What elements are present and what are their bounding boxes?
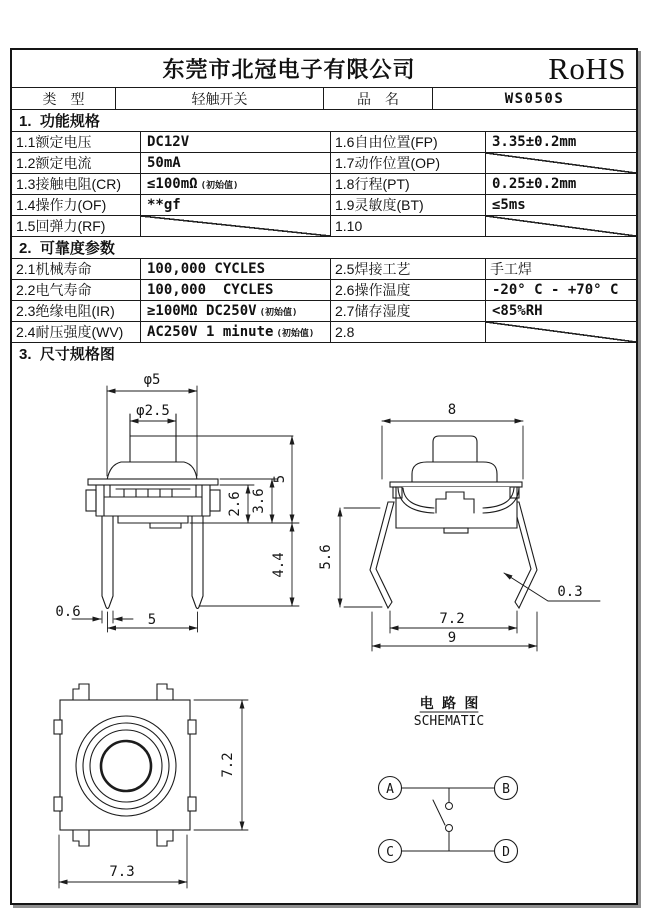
spec-row-1-5: [12, 215, 636, 236]
spec-value: 100,000 CYCLES: [140, 259, 330, 279]
rohs-badge: RoHS: [548, 50, 626, 86]
section2-title: 2. 可靠度参数: [19, 240, 115, 257]
terminal-a-label: A: [386, 782, 394, 797]
dim-top-width: 7.3: [109, 864, 135, 880]
spec-value: ≤5ms: [485, 195, 636, 215]
spec-label: 1.2额定电流: [16, 155, 92, 171]
spec-label: 2.3绝缘电阻(IR): [16, 303, 115, 319]
type-value: 轻触开关: [115, 88, 323, 109]
spec-label: 1.6自由位置(FP): [330, 132, 485, 152]
dim-front-pin-length: 4.4: [271, 552, 287, 578]
dim-front-inner-diameter: φ2.5: [136, 403, 170, 419]
spec-label: 2.4耐压强度(WV): [16, 324, 124, 340]
spec-label: 1.8行程(PT): [330, 174, 485, 194]
spec-label: 1.4操作力(OF): [16, 197, 107, 213]
spec-value: 0.25±0.2mm: [485, 174, 636, 194]
spec-row-2-4: [12, 321, 636, 342]
spec-value: **gf: [140, 195, 330, 215]
terminal-b-label: B: [502, 782, 510, 797]
spec-label: 2.8: [330, 322, 485, 342]
spec-value: <85%RH: [485, 301, 636, 321]
spec-label: 1.7动作位置(OP): [330, 153, 485, 173]
dim-side-pin-pitch: 7.2: [439, 611, 465, 627]
type-row: [12, 87, 636, 109]
spec-row-2-3: [12, 300, 636, 321]
section1-title-row: [12, 109, 636, 131]
spec-label: 1.3接触电阻(CR): [16, 176, 122, 192]
spec-value: -20° C - +70° C: [485, 280, 636, 300]
spec-label: 2.7储存湿度: [330, 301, 485, 321]
dim-front-mid-height: 3.6: [251, 488, 267, 514]
dim-front-outer-diameter: φ5: [143, 372, 161, 388]
spec-value-empty: [485, 216, 636, 236]
side-view-drawing: [318, 402, 600, 651]
schematic-title-cn: 电 路 图: [419, 696, 479, 712]
section2-title-row: [12, 236, 636, 258]
product-label: 品 名: [323, 88, 432, 109]
spec-value-note: (初始值): [276, 328, 315, 339]
spec-label: 1.1额定电压: [16, 134, 92, 150]
product-value: WS050S: [432, 88, 636, 109]
spec-value: 3.35±0.2mm: [485, 132, 636, 152]
schematic-drawing: [379, 695, 518, 863]
spec-label: 1.5回弹力(RF): [16, 218, 106, 234]
spec-value-empty: [140, 216, 330, 236]
dim-front-pin-pitch: 5: [147, 612, 157, 628]
dim-side-outer-span: 9: [447, 630, 457, 646]
company-name: 东莞市北冠电子有限公司: [162, 57, 416, 82]
schematic-title-en: SCHEMATIC: [413, 714, 485, 729]
terminal-d-label: D: [502, 845, 510, 860]
spec-row-2-2: [12, 279, 636, 300]
spec-value-main: ≤100mΩ: [147, 176, 198, 192]
title-row: [12, 50, 636, 87]
dim-side-pin-thickness: 0.3: [557, 584, 583, 600]
spec-row-1-1: [12, 131, 636, 152]
top-view-drawing: [54, 684, 248, 888]
spec-row-2-1: [12, 258, 636, 279]
terminal-c-label: C: [386, 845, 394, 860]
section3-title-row: [12, 342, 636, 363]
dim-front-body-height: 2.6: [227, 491, 243, 517]
spec-value-main: AC250V 1 minute: [147, 324, 274, 340]
spec-value-note: (初始值): [200, 180, 239, 191]
type-label: 类 型: [42, 90, 85, 107]
spec-value-main: ≥100MΩ DC250V: [147, 303, 257, 319]
spec-label: 2.6操作温度: [330, 280, 485, 300]
spec-value: 50mA: [140, 153, 330, 173]
spec-value: DC12V: [140, 132, 330, 152]
dim-side-width: 8: [447, 402, 457, 418]
spec-value-note: (初始值): [259, 307, 298, 318]
dim-front-pin-width: 0.6: [55, 604, 81, 620]
dim-top-height: 7.2: [220, 752, 236, 778]
spec-label: 2.5焊接工艺: [330, 259, 485, 279]
section1-title: 1. 功能规格: [19, 113, 100, 130]
spec-row-1-2: [12, 152, 636, 173]
spec-label: 1.9灵敏度(BT): [330, 195, 485, 215]
spec-value: 100,000 CYCLES: [140, 280, 330, 300]
spec-row-1-3: [12, 173, 636, 194]
dimension-drawings: [10, 361, 638, 903]
spec-label: 2.1机械寿命: [16, 261, 92, 277]
spec-value-empty: [485, 322, 636, 342]
dim-side-height: 5.6: [318, 544, 334, 570]
spec-value: 手工焊: [485, 259, 636, 279]
spec-value: [140, 301, 330, 321]
spec-row-1-4: [12, 194, 636, 215]
front-view-drawing: [55, 372, 299, 632]
spec-label: 1.10: [330, 216, 485, 236]
spec-value: [140, 322, 330, 342]
dim-front-total-height: 5: [272, 474, 288, 484]
spec-label: 2.2电气寿命: [16, 282, 92, 298]
section3-title: 3. 尺寸规格图: [19, 345, 115, 363]
spec-value-empty: [485, 153, 636, 173]
spec-value: [140, 174, 330, 194]
